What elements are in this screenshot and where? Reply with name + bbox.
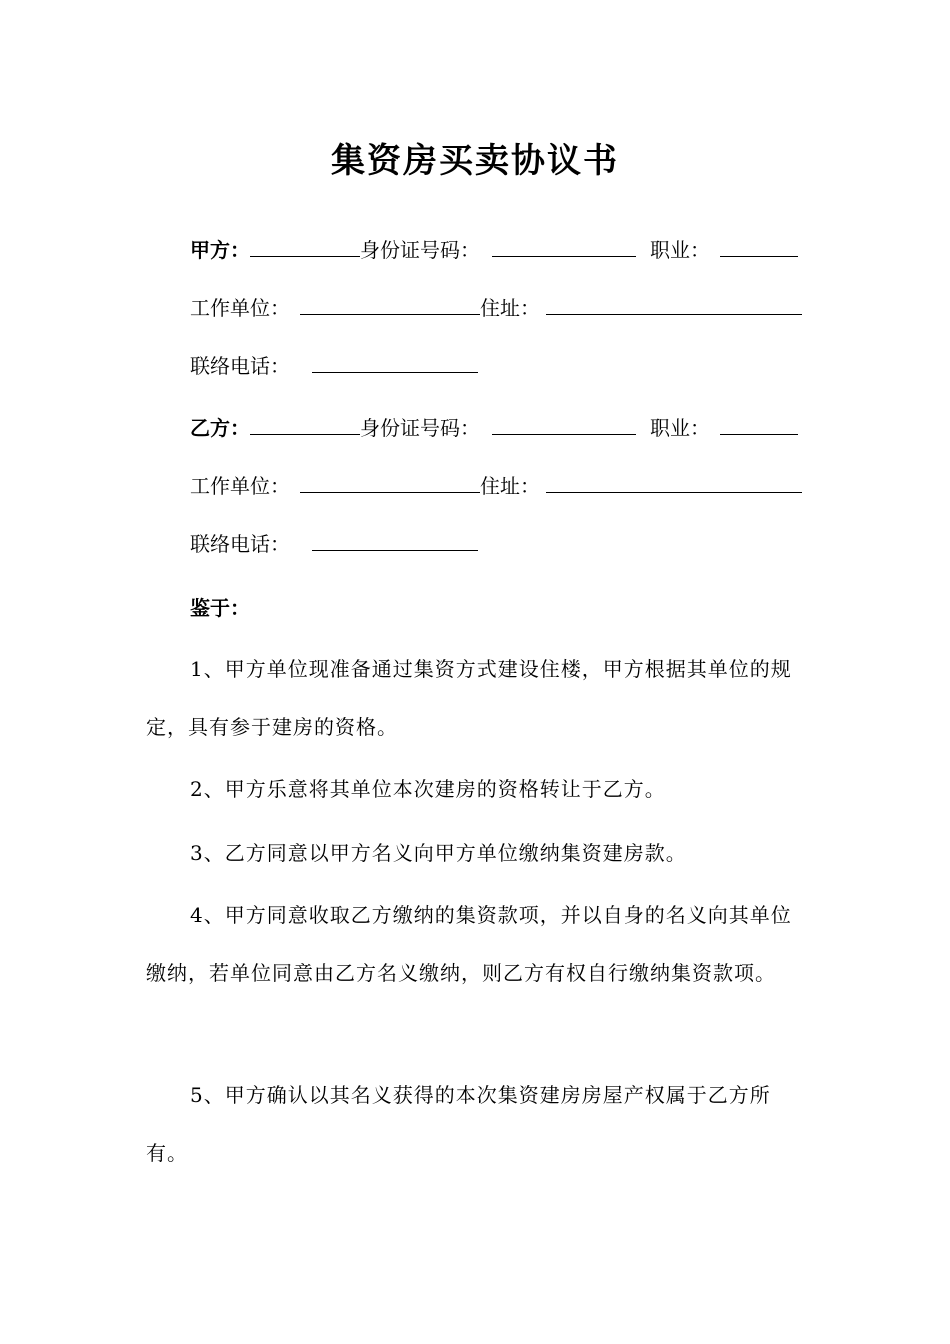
party-b-job-label: 职业： [650,416,710,440]
party-a-id-blank[interactable] [492,236,636,257]
party-b-employer-blank[interactable] [300,472,480,493]
party-b-line-2 [190,472,802,500]
clause-3: 3、乙方同意以甲方名义向甲方单位缴纳集资建房款。 [190,841,687,865]
document-title: 集资房买卖协议书 [331,141,619,181]
party-a-job-blank[interactable] [720,236,798,257]
party-a-name-blank[interactable] [250,236,360,257]
party-b-id-label: 身份证号码： [360,416,480,440]
clause-4: 4、甲方同意收取乙方缴纳的集资款项，并以自身的名义向其单位缴纳，若单位同意由乙方名义缴纳，则乙方有权自行缴纳集资款项。 [146,903,792,985]
party-b-job-blank[interactable] [720,414,798,435]
party-b-label: 乙方： [190,416,250,440]
party-a-phone-label: 联络电话： [190,354,290,378]
party-a-line-3 [190,352,478,380]
party-b-line-3 [190,530,478,558]
party-a-employer-blank[interactable] [300,294,480,315]
party-a-phone-blank[interactable] [312,352,478,373]
party-a-id-label: 身份证号码： [360,238,480,262]
party-b-employer-label: 工作单位： [190,474,290,498]
clause-1: 1、甲方单位现准备通过集资方式建设住楼，甲方根据其单位的规定，具有参于建房的资格。 [146,657,792,739]
party-a-address-blank[interactable] [546,294,802,315]
party-a-label: 甲方： [190,238,250,262]
party-a-line-1 [190,236,798,264]
party-a-address-label: 住址： [480,296,540,320]
party-a-job-label: 职业： [650,238,710,262]
clause-5: 5、甲方确认以其名义获得的本次集资建房房屋产权属于乙方所有。 [146,1083,771,1165]
party-a-employer-label: 工作单位： [190,296,290,320]
party-b-id-blank[interactable] [492,414,636,435]
party-b-name-blank[interactable] [250,414,360,435]
clause-2: 2、甲方乐意将其单位本次建房的资格转让于乙方。 [190,777,666,801]
party-b-address-blank[interactable] [546,472,802,493]
party-b-phone-blank[interactable] [312,530,478,551]
party-b-phone-label: 联络电话： [190,532,290,556]
party-b-address-label: 住址： [480,474,540,498]
party-b-line-1 [190,414,798,442]
whereas-heading: 鉴于： [190,596,250,620]
party-a-line-2 [190,294,802,322]
